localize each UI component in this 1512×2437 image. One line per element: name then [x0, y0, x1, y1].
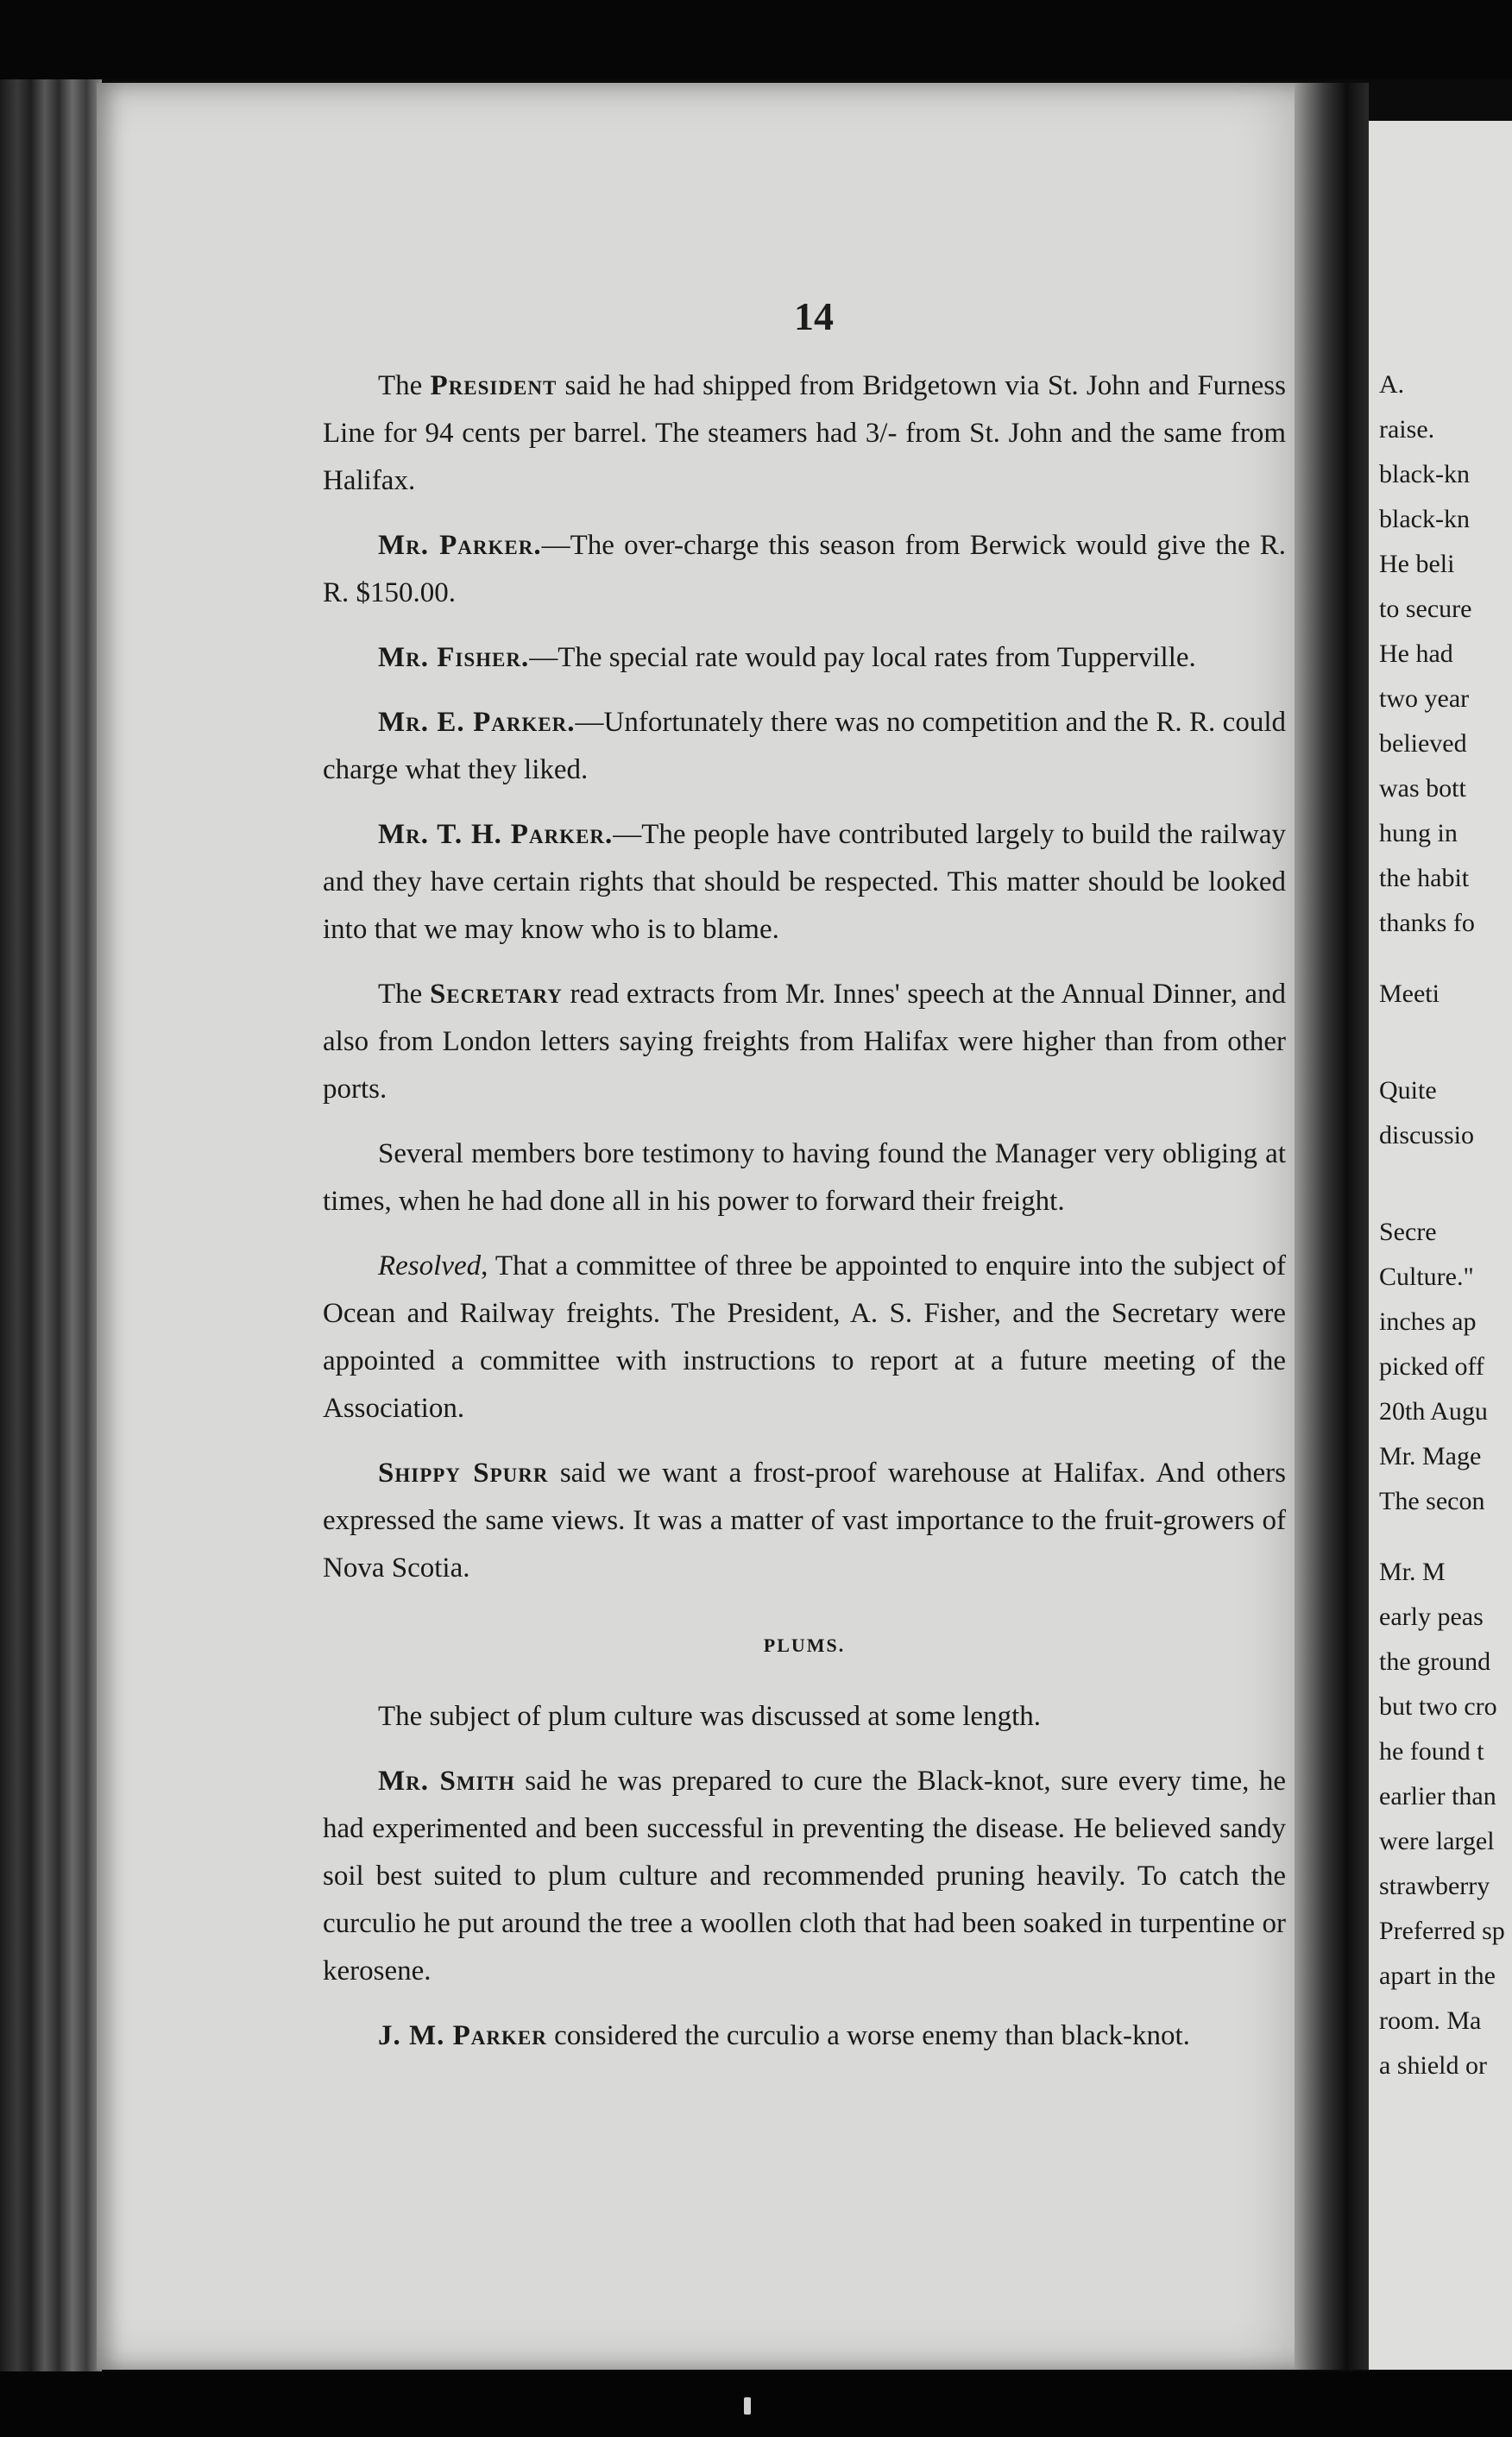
speaker-name: President — [430, 370, 558, 401]
paragraph-text: said he was prepared to cure the Black-knot, sure every time, he had experimented and been successful in preventing the disease. He believed sandy soil best suited to plum culture and recommended pruning heavily. To catch the curculio he put around the tree a woollen cloth that had been soaked in turpentine or kerosene. — [323, 1766, 1287, 1987]
facing-page-line: was bott — [1379, 774, 1466, 803]
facing-page-line: two year — [1379, 684, 1470, 713]
facing-page-line: hung in — [1379, 819, 1458, 847]
paragraph-text: —The people have contributed largely to build the railway and they have certain rights that should be respected. This matter should be looked into that we may know who is to blame. — [323, 819, 1286, 945]
speaker-name: Mr. E. Parker. — [378, 707, 576, 738]
speaker-name: Shippy Spurr — [378, 1458, 549, 1489]
facing-page-line — [1379, 1158, 1512, 1184]
facing-page-line: raise. — [1379, 415, 1435, 444]
facing-page-line: were largel — [1379, 1827, 1495, 1855]
paragraph — [323, 362, 1286, 505]
paragraph-text: considered the curculio a worse enemy than black-knot. — [546, 2020, 1190, 2051]
section-heading: PLUMS. — [763, 1634, 846, 1656]
paragraph — [323, 522, 1286, 617]
facing-page-line: a shield or — [1379, 2051, 1487, 2080]
speaker-name: Mr. Smith — [378, 1766, 515, 1797]
facing-page-line: The secon — [1379, 1487, 1485, 1515]
paragraph-text: said he had shipped from Bridgetown via St. John and Furness Line for 94 cents per barrel. The steamers had 3/- from St. John and the same from Halifax. — [323, 370, 1286, 496]
paragraph-lead: The — [378, 979, 430, 1010]
facing-page-line: black-kn — [1379, 505, 1470, 533]
speaker-name: Mr. Parker. — [378, 530, 542, 561]
facing-page-text — [1379, 362, 1512, 2088]
facing-page-line: Quite — [1379, 1076, 1437, 1105]
paragraph — [323, 1758, 1286, 1995]
paragraph — [323, 1450, 1286, 1592]
facing-page-line: inches ap — [1379, 1307, 1477, 1336]
paragraph-list — [323, 362, 1286, 1592]
facing-page-line: Mr. Mage — [1379, 1442, 1482, 1470]
speaker-name: Secretary — [429, 979, 563, 1010]
page-number: 14 — [794, 294, 834, 338]
speaker-name: Resolved — [378, 1250, 482, 1281]
facing-page-line: Culture." — [1379, 1263, 1474, 1291]
paragraph-text: read extracts from Mr. Innes' speech at the Annual Dinner, and also from London letters saying freights from Halifax were higher than from other ports. — [323, 979, 1286, 1105]
section-paragraph-list — [323, 1693, 1286, 2060]
facing-page-line: He beli — [1379, 550, 1455, 578]
paragraph-text: —Unfortunately there was no competition and the R. R. could charge what they liked. — [323, 707, 1286, 785]
facing-page-line: black-kn — [1379, 460, 1470, 488]
page-body — [323, 362, 1286, 2077]
facing-page-line: thanks fo — [1379, 909, 1475, 937]
facing-page-line: A. — [1379, 370, 1405, 399]
scan-bottom-border — [0, 2371, 1512, 2437]
facing-page-line: the habit — [1379, 864, 1470, 892]
paragraph-text: —The over-charge this season from Berwick would give the R. R. $150.00. — [323, 530, 1286, 608]
facing-page-line — [1379, 1017, 1512, 1042]
facing-page-line: Preferred sp — [1379, 1917, 1505, 1945]
facing-page-line: room. Ma — [1379, 2006, 1482, 2035]
facing-page-line: early peas — [1379, 1603, 1484, 1631]
paragraph — [323, 634, 1286, 682]
facing-page-line — [1379, 1524, 1512, 1550]
paragraph-text: Several members bore testimony to having found the Manager very obliging at times, when he had done all in his power to forward their freight. — [323, 1138, 1286, 1217]
paragraph — [323, 699, 1286, 794]
facing-page-line: picked off — [1379, 1352, 1484, 1381]
speaker-name: Mr. T. H. Parker. — [378, 819, 614, 850]
facing-page-line: believed — [1379, 729, 1467, 758]
facing-page-line: discussio — [1379, 1121, 1475, 1149]
facing-page-line: 20th Augu — [1379, 1397, 1488, 1426]
facing-page-line — [1379, 1042, 1512, 1068]
paragraph-lead: The — [378, 370, 431, 401]
facing-page-line — [1379, 946, 1512, 972]
facing-page-line — [1379, 1184, 1512, 1210]
facing-page-line: the ground — [1379, 1647, 1491, 1676]
speaker-name: J. M. Parker — [378, 2020, 547, 2051]
paragraph-text: —The special rate would pay local rates from Tupperville. — [529, 642, 1196, 673]
paragraph — [323, 811, 1286, 954]
paragraph — [323, 1130, 1286, 1225]
book-binding — [0, 79, 102, 2371]
scan-registration-mark — [744, 2397, 751, 2415]
paragraph-text: The subject of plum culture was discussed at some length. — [378, 1701, 1041, 1732]
right-page — [1369, 121, 1512, 2370]
paragraph — [323, 1243, 1286, 1433]
facing-page-line: he found t — [1379, 1737, 1484, 1766]
facing-page-line: earlier than — [1379, 1782, 1496, 1810]
facing-page-line: Meeti — [1379, 979, 1440, 1008]
paragraph-text: , That a committee of three be appointed to enquire into the subject of Ocean and Railway freights. The President, A. S. Fisher, and the Secretary were appointed a committee with instructions to report at a future meeting of the Association. — [323, 1250, 1286, 1424]
facing-page-line: but two cro — [1379, 1692, 1497, 1721]
speaker-name: Mr. Fisher. — [378, 642, 530, 673]
facing-page-line: Secre — [1379, 1218, 1437, 1246]
paragraph — [323, 2012, 1286, 2060]
facing-page-line: to secure — [1379, 595, 1472, 623]
scan-top-border — [0, 0, 1512, 79]
paragraph — [323, 1693, 1286, 1741]
facing-page-line: Mr. M — [1379, 1558, 1446, 1586]
facing-page-line: He had — [1379, 639, 1453, 668]
facing-page-line: apart in the — [1379, 1962, 1496, 1990]
paragraph-text: said we want a frost-proof warehouse at Halifax. And others expressed the same views. It was a matter of vast importance to the fruit-growers of Nova Scotia. — [323, 1458, 1287, 1584]
facing-page-line: strawberry — [1379, 1872, 1490, 1900]
paragraph — [323, 971, 1286, 1113]
page-gutter — [1295, 83, 1369, 2370]
